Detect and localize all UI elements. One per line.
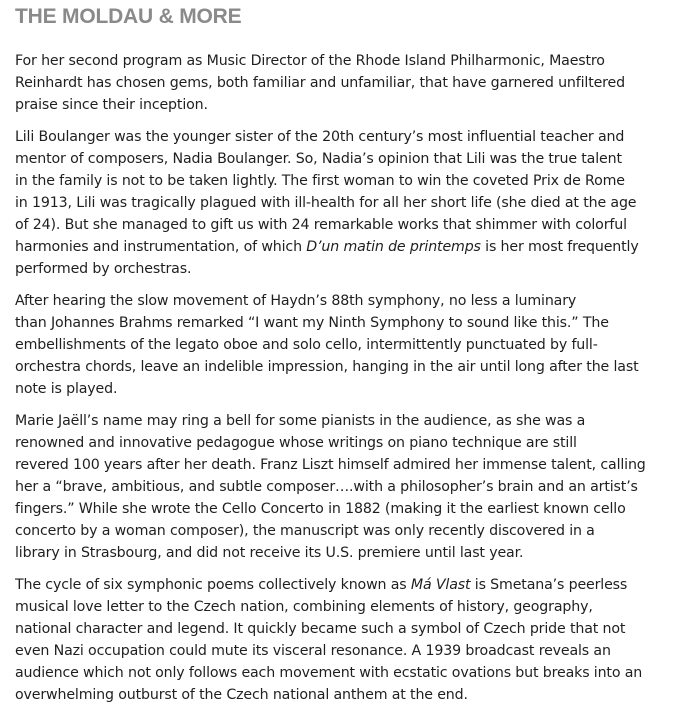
paragraph-jaell [15, 410, 660, 564]
text-line: Reinhardt has chosen gems, both familiar and unfamiliar, that have garnered unfiltered [15, 75, 625, 91]
text-line: Lili Boulanger was the younger sister of the 20th century’s most influential teacher and [15, 129, 625, 145]
text-line: audience which not only follows each movement with ecstatic ovations but breaks into an [15, 665, 643, 681]
text-line: performed by orchestras. [15, 261, 192, 277]
text-segment: is Smetana’s peerless [470, 577, 628, 593]
paragraph-intro [15, 50, 660, 116]
text-line: fingers.” While she wrote the Cello Concerto in 1882 (making it the earliest known cello [15, 501, 626, 517]
paragraph-smetana [15, 574, 660, 706]
work-title-italic: D’un matin de printemps [306, 239, 481, 255]
text-line [15, 574, 660, 596]
work-title-italic: Má Vlast [410, 577, 471, 593]
text-line: in the family is not to be taken lightly. The first woman to win the coveted Prix de Rome [15, 173, 625, 189]
text-line: her a “brave, ambitious, and subtle composer….with a philosopher’s brain and an artist’s [15, 479, 638, 495]
text-line: library in Strasbourg, and did not receive its U.S. premiere until last year. [15, 545, 524, 561]
text-line: Marie Jaëll’s name may ring a bell for some pianists in the audience, as she was a [15, 413, 586, 429]
text-line: renowned and innovative pedagogue whose writings on piano technique are still [15, 435, 577, 451]
text-line: mentor of composers, Nadia Boulanger. So, Nadia’s opinion that Lili was the true talent [15, 151, 622, 167]
text-line: overwhelming outburst of the Czech national anthem at the end. [15, 687, 468, 703]
text-line: orchestra chords, leave an indelible impression, hanging in the air until long after the last [15, 359, 639, 375]
paragraph-haydn [15, 290, 660, 400]
text-segment: The cycle of six symphonic poems collectively known as [15, 577, 411, 593]
text-line: embellishments of the legato oboe and solo cello, intermittently punctuated by full- [15, 337, 598, 353]
text-line: After hearing the slow movement of Haydn’s 88th symphony, no less a luminary [15, 293, 577, 309]
text-line: revered 100 years after her death. Franz Liszt himself admired her immense talent, calling [15, 457, 646, 473]
page-title: THE MOLDAU & MORE [15, 5, 242, 28]
text-line: musical love letter to the Czech nation, combining elements of history, geography, [15, 599, 593, 615]
text-segment: is her most frequently [480, 239, 639, 255]
text-line: than Johannes Brahms remarked “I want my Ninth Symphony to sound like this.” The [15, 315, 609, 331]
text-segment: harmonies and instrumentation, of which [15, 239, 307, 255]
text-line: For her second program as Music Director of the Rhode Island Philharmonic, Maestro [15, 53, 605, 69]
paragraph-boulanger [15, 126, 660, 280]
text-line: national character and legend. It quickly became such a symbol of Czech pride that not [15, 621, 626, 637]
text-line: praise since their inception. [15, 97, 208, 113]
text-line: concerto by a woman composer), the manuscript was only recently discovered in a [15, 523, 595, 539]
text-line: in 1913, Lili was tragically plagued with ill-health for all her short life (she died at the age [15, 195, 637, 211]
text-line: note is played. [15, 381, 118, 397]
text-line: of 24). But she managed to gift us with 24 remarkable works that shimmer with colorful [15, 217, 627, 233]
text-line [15, 236, 660, 258]
text-line: even Nazi occupation could mute its visceral resonance. A 1939 broadcast reveals an [15, 643, 611, 659]
